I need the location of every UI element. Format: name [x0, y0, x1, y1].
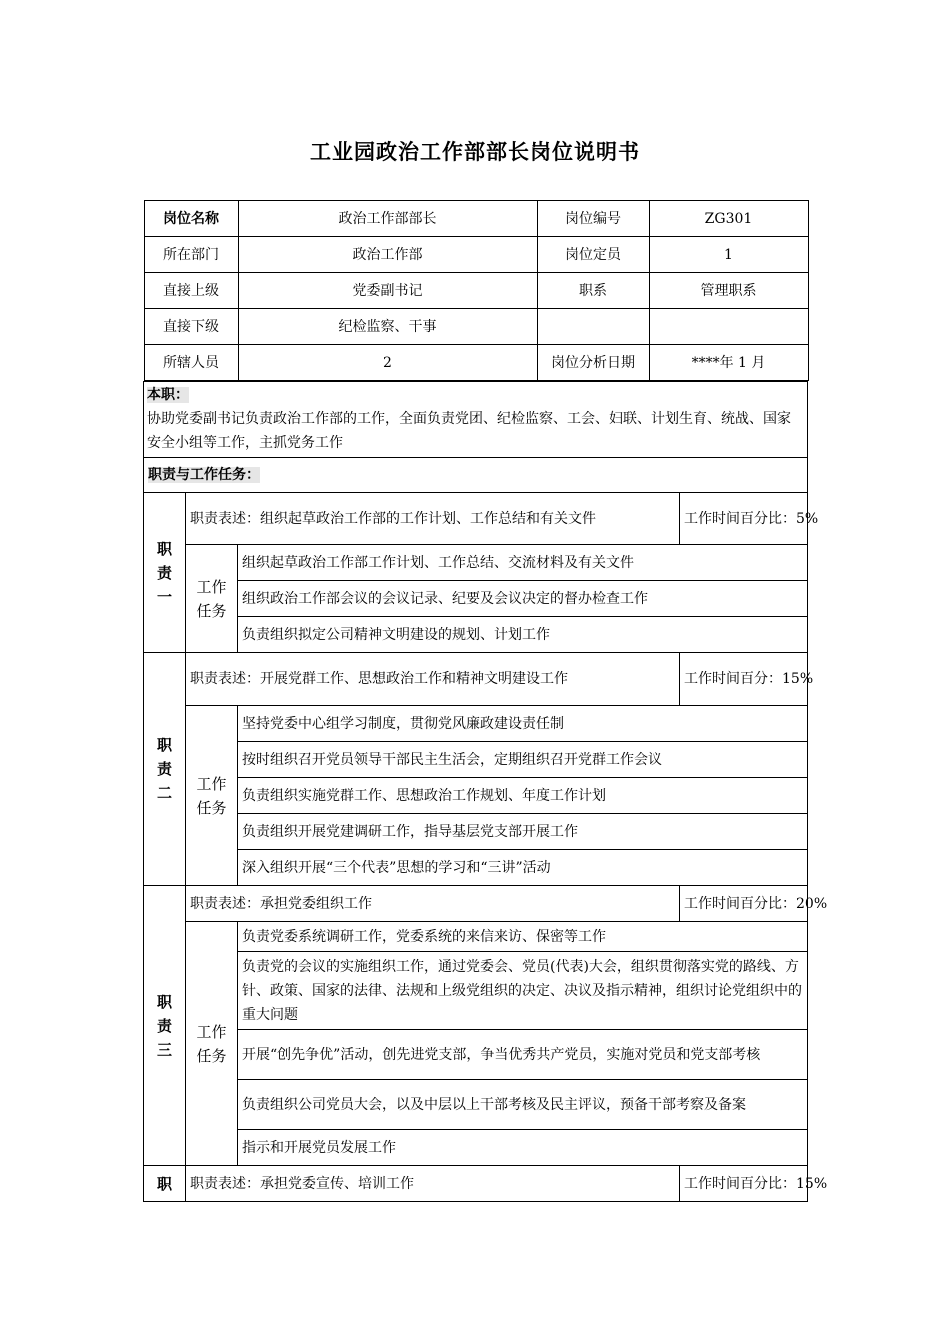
label-job-family: 职系: [537, 273, 649, 309]
duty-1-label: 职 责 一: [144, 493, 186, 653]
duty-2-label: 职 责 二: [144, 653, 186, 886]
basic-info-table: [144, 200, 809, 381]
label-analysis-date: 岗位分析日期: [537, 345, 649, 381]
empty-cell: [537, 309, 649, 345]
summary-label: 本职：: [147, 387, 189, 403]
duty-1-task-label: 工作 任务: [186, 545, 238, 653]
duty-3-task-label: 工作 任务: [186, 922, 238, 1166]
duty-2-task: 负责组织实施党群工作、思想政治工作规划、年度工作计划: [238, 778, 808, 814]
duty-3-task: 负责组织公司党员大会，以及中层以上干部考核及民主评议，预备干部考察及备案: [238, 1080, 808, 1130]
duty-2-task: 坚持党委中心组学习制度，贯彻党风廉政建设责任制: [238, 706, 808, 742]
duty-2-task: 深入组织开展“三个代表”思想的学习和“三讲”活动: [238, 850, 808, 886]
duty-3-label: 职 责 三: [144, 886, 186, 1166]
duty-3-task: 负责党的会议的实施组织工作，通过党委会、党员(代表)大会，组织贯彻落实党的路线、方针、政策、国家的法律、法规和上级党组织的决定、决议及指示精神，组织讨论党组织中的重大问题: [238, 952, 808, 1030]
duty-4-label: 职: [144, 1166, 186, 1202]
duty-1-task: 组织起草政治工作部工作计划、工作总结、交流材料及有关文件: [238, 545, 808, 581]
duty-3-description: 职责表述：承担党委组织工作: [186, 886, 680, 922]
duty-2-task: 按时组织召开党员领导干部民主生活会，定期组织召开党群工作会议: [238, 742, 808, 778]
label-subordinate: 直接下级: [144, 309, 238, 345]
duty-4-description: 职责表述：承担党委宣传、培训工作: [186, 1166, 680, 1202]
duty-2-time: 工作时间百分：15%: [680, 653, 808, 706]
duty-2-task-label: 工作 任务: [186, 706, 238, 886]
superior: 党委副书记: [238, 273, 537, 309]
label-position-code: 岗位编号: [537, 201, 649, 237]
subordinate: 纪检监察、干事: [238, 309, 537, 345]
label-headcount: 岗位定员: [537, 237, 649, 273]
department: 政治工作部: [238, 237, 537, 273]
position-name: 政治工作部部长: [238, 201, 537, 237]
label-staff-count: 所辖人员: [144, 345, 238, 381]
duty-2-task: 负责组织开展党建调研工作，指导基层党支部开展工作: [238, 814, 808, 850]
duty-3-task: 指示和开展党员发展工作: [238, 1130, 808, 1166]
summary-section: [144, 382, 808, 458]
duty-1-description: 职责表述：组织起草政治工作部的工作计划、工作总结和有关文件: [186, 493, 680, 545]
summary-text: 协助党委副书记负责政治工作部的工作，全面负责党团、纪检监察、工会、妇联、计划生育、统战、国家安全小组等工作，主抓党务工作: [147, 411, 791, 451]
label-position-name: 岗位名称: [144, 201, 238, 237]
document-title: 工业园政治工作部部长岗位说明书: [310, 140, 640, 164]
job-description-table: [143, 200, 828, 1202]
duty-3-time: 工作时间百分比：20%: [680, 886, 808, 922]
duty-1-time: 工作时间百分比：5%: [680, 493, 808, 545]
job-family: 管理职系: [649, 273, 808, 309]
label-department: 所在部门: [144, 237, 238, 273]
duty-3-task: 开展“创先争优”活动，创先进党支部，争当优秀共产党员，实施对党员和党支部考核: [238, 1030, 808, 1080]
duties-header: 职责与工作任务：: [148, 467, 260, 483]
staff-count: 2: [238, 345, 537, 381]
headcount: 1: [649, 237, 808, 273]
empty-cell: [649, 309, 808, 345]
position-code: ZG301: [649, 201, 808, 237]
duty-1-task: 负责组织拟定公司精神文明建设的规划、计划工作: [238, 617, 808, 653]
label-superior: 直接上级: [144, 273, 238, 309]
duty-4-time: 工作时间百分比：15%: [680, 1166, 808, 1202]
duty-1-task: 组织政治工作部会议的会议记录、纪要及会议决定的督办检查工作: [238, 581, 808, 617]
duty-3-task: 负责党委系统调研工作，党委系统的来信来访、保密等工作: [238, 922, 808, 952]
duty-2-description: 职责表述：开展党群工作、思想政治工作和精神文明建设工作: [186, 653, 680, 706]
analysis-date: ****年 1 月: [649, 345, 808, 381]
duties-header-cell: [144, 458, 808, 493]
